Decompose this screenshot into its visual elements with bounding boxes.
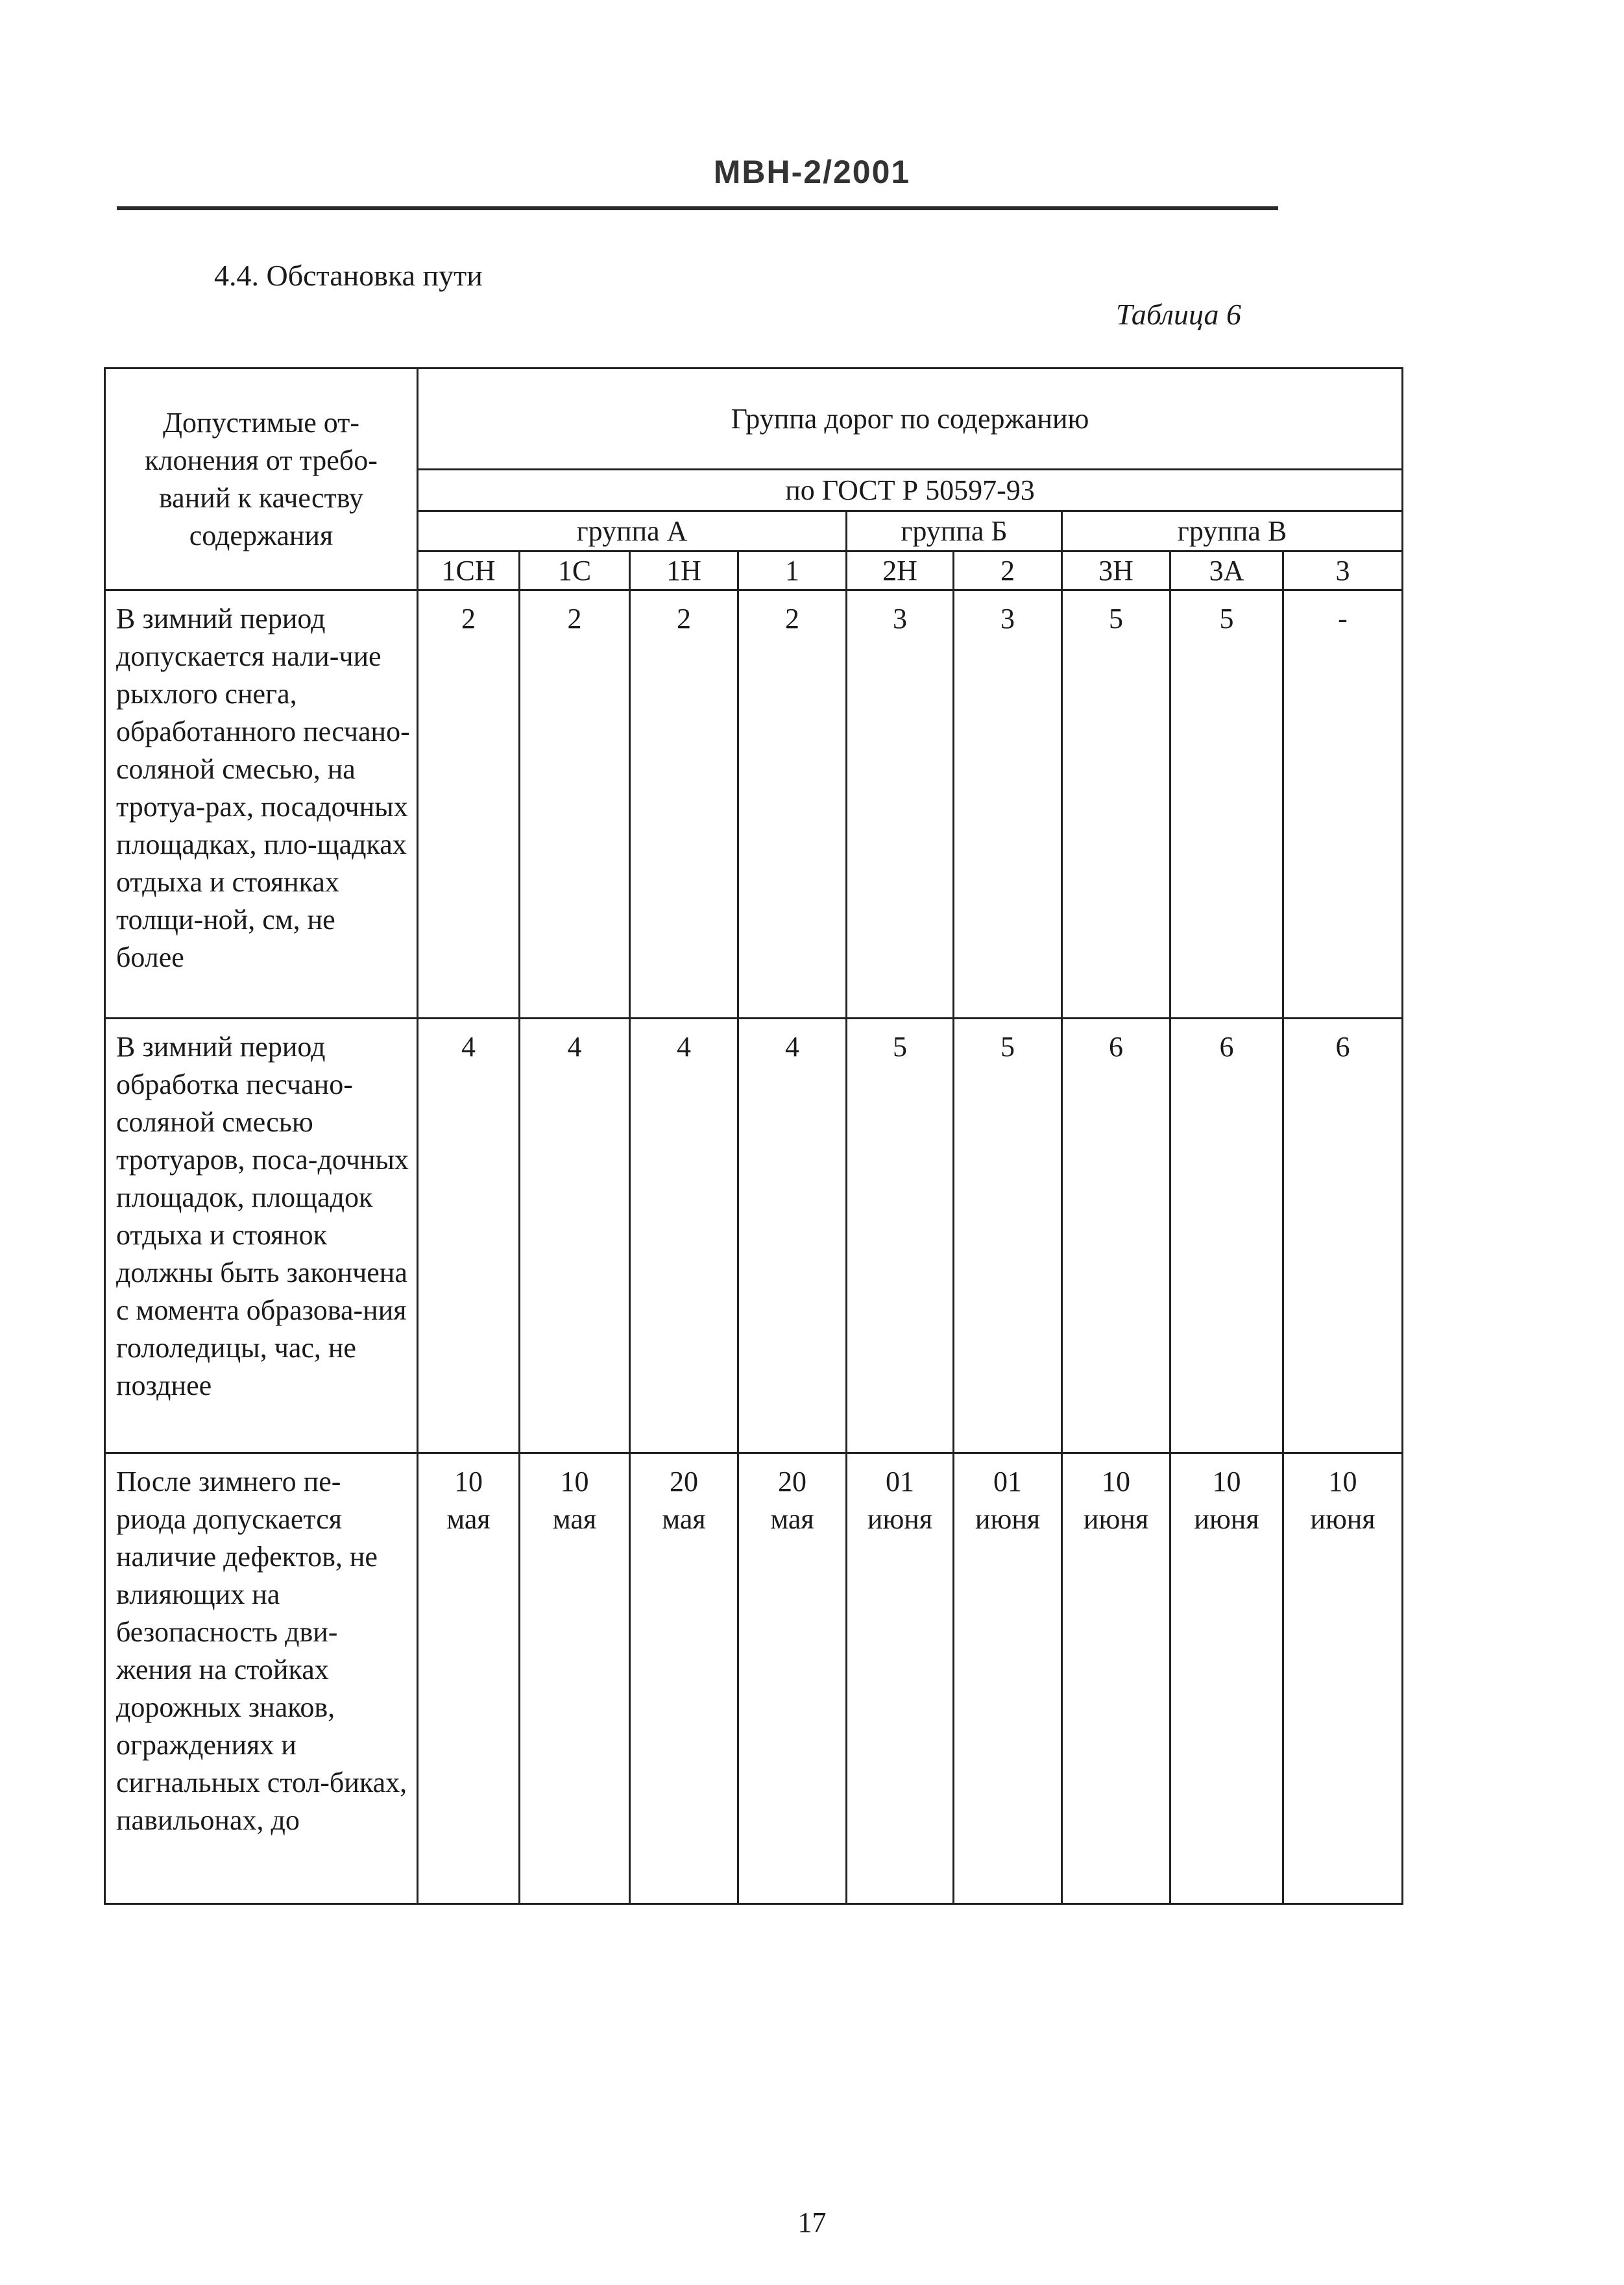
value-cell: 2 xyxy=(520,590,630,1019)
value-cell: 4 xyxy=(630,1019,738,1453)
table-caption: Таблица 6 xyxy=(1116,298,1242,331)
value-cell: 5 xyxy=(1062,590,1170,1019)
group-subtitle: по ГОСТ Р 50597-93 xyxy=(418,470,1403,511)
value-month: июня xyxy=(867,1503,933,1535)
group-title: Группа дорог по содержанию xyxy=(418,369,1403,470)
value-cell xyxy=(1062,1453,1170,1904)
value-cell: 2 xyxy=(418,590,520,1019)
value-cell: 5 xyxy=(1170,590,1283,1019)
table-row xyxy=(105,590,1403,1019)
band-header: группа В xyxy=(1062,511,1403,551)
road-code-header: 1 xyxy=(738,551,847,590)
section-title: 4.4. Обстановка пути xyxy=(214,259,483,292)
value-cell xyxy=(954,1453,1062,1904)
value-day: 20 xyxy=(778,1466,806,1497)
value-cell xyxy=(630,1453,738,1904)
value-cell: 6 xyxy=(1283,1019,1403,1453)
value-cell: 3 xyxy=(954,590,1062,1019)
value-day: 01 xyxy=(886,1466,914,1497)
value-cell: - xyxy=(1283,590,1403,1019)
page-number: 17 xyxy=(797,2206,827,2238)
value-month: июня xyxy=(975,1503,1041,1535)
value-cell: 4 xyxy=(520,1019,630,1453)
road-code-header: 2 xyxy=(954,551,1062,590)
road-code-header: 1Н xyxy=(630,551,738,590)
value-cell: 6 xyxy=(1062,1019,1170,1453)
value-month: мая xyxy=(446,1503,491,1535)
row-label: В зимний период допускается нали-чие рыхлого снега, обработанного песчано-соляной смесью, на тротуа-рах, посадочных площадках, пло-щадках отдыха и стоянках толщи-ной, см, не более xyxy=(105,590,418,1019)
value-day: 10 xyxy=(560,1466,589,1497)
header-divider xyxy=(117,206,1278,210)
value-day: 10 xyxy=(1212,1466,1241,1497)
value-month: июня xyxy=(1310,1503,1376,1535)
value-day: 01 xyxy=(993,1466,1022,1497)
value-cell: 5 xyxy=(954,1019,1062,1453)
value-cell xyxy=(1283,1453,1403,1904)
value-month: июня xyxy=(1194,1503,1259,1535)
value-cell xyxy=(738,1453,847,1904)
value-month: мая xyxy=(770,1503,814,1535)
value-month: мая xyxy=(662,1503,706,1535)
value-month: июня xyxy=(1083,1503,1149,1535)
value-month: мая xyxy=(552,1503,597,1535)
value-cell: 3 xyxy=(847,590,954,1019)
value-cell: 5 xyxy=(847,1019,954,1453)
value-cell xyxy=(520,1453,630,1904)
value-cell xyxy=(847,1453,954,1904)
corner-header: Допустимые от-клонения от требо-ваний к качеству содержания xyxy=(105,369,418,590)
road-code-header: 1С xyxy=(520,551,630,590)
band-header: группа Б xyxy=(847,511,1062,551)
value-day: 20 xyxy=(670,1466,698,1497)
value-cell: 2 xyxy=(630,590,738,1019)
value-cell: 2 xyxy=(738,590,847,1019)
value-day: 10 xyxy=(454,1466,483,1497)
row-label: В зимний период обработка песчано-соляной смесью тротуаров, поса-дочных площадок, площадок отдыха и стоянок должны быть закончена с момента образова-ния гололедицы, час, не позднее xyxy=(105,1019,418,1453)
road-code-header: 3Н xyxy=(1062,551,1170,590)
value-cell: 4 xyxy=(418,1019,520,1453)
road-code-header: 1СН xyxy=(418,551,520,590)
value-cell xyxy=(418,1453,520,1904)
road-code-header: 3А xyxy=(1170,551,1283,590)
road-code-header: 3 xyxy=(1283,551,1403,590)
value-day: 10 xyxy=(1328,1466,1357,1497)
road-code-header: 2Н xyxy=(847,551,954,590)
table-row xyxy=(105,1019,1403,1453)
value-cell: 4 xyxy=(738,1019,847,1453)
value-cell: 6 xyxy=(1170,1019,1283,1453)
requirements-table xyxy=(104,367,1403,1905)
band-header: группа А xyxy=(418,511,847,551)
value-day: 10 xyxy=(1102,1466,1130,1497)
document-code: МВН-2/2001 xyxy=(713,154,911,190)
value-cell xyxy=(1170,1453,1283,1904)
row-label: После зимнего пе-риода допускается наличие дефектов, не влияющих на безопасность дви-жения на стойках дорожных знаков, ограждениях и сигнальных стол-биках, павильонах, до xyxy=(105,1453,418,1904)
table-row xyxy=(105,1453,1403,1904)
